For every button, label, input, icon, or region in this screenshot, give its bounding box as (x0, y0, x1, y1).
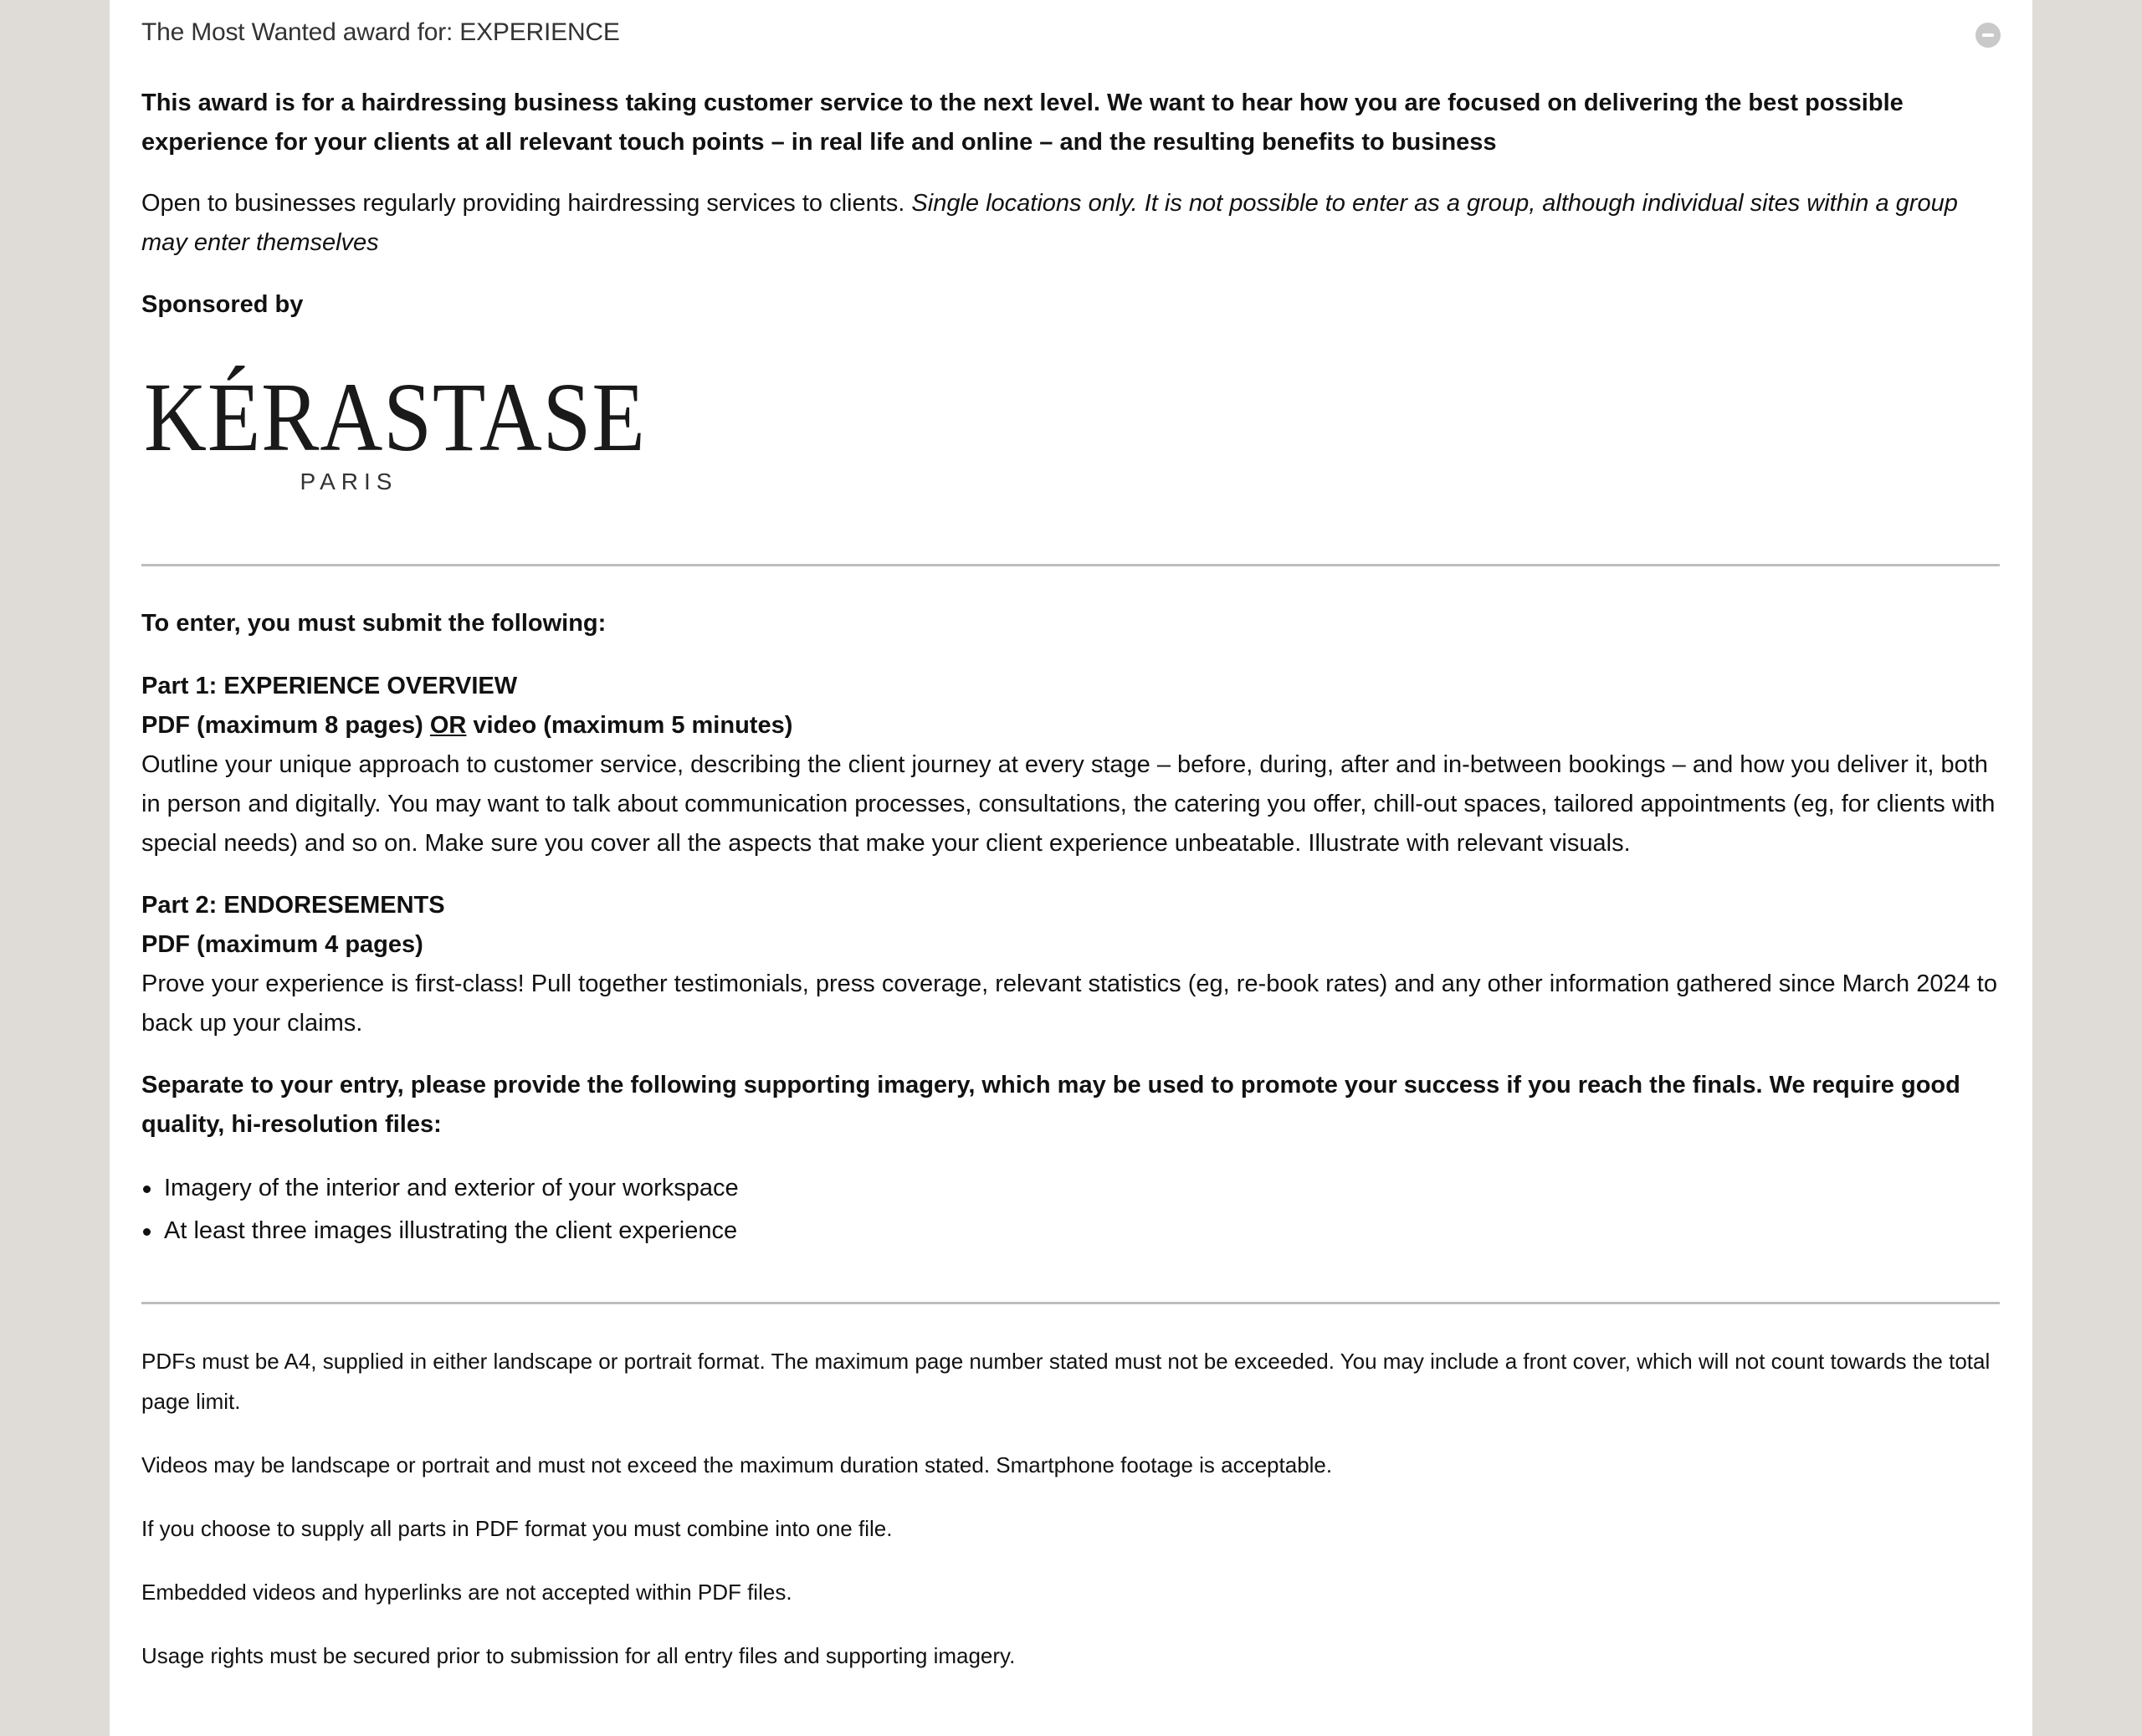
requirements-heading: To enter, you must submit the following: (141, 610, 607, 637)
award-intro: This award is for a hairdressing business taking customer service to the next level. We want to hear how you are focused on delivering the best possible experience for your clients at all relevant touch points – in real life and online – and the resulting benefits to business (141, 90, 1904, 156)
imagery-heading: Separate to your entry, please provide the following supporting imagery, which may be used to promote your success if you reach the finals. We require good quality, hi-resolution files: (141, 1072, 1960, 1138)
divider (141, 1302, 2000, 1304)
minus-circle-icon[interactable] (1975, 23, 2001, 48)
note-combine-pdf: If you choose to supply all parts in PDF format you must combine into one file. (141, 1516, 893, 1541)
part-1-title (141, 667, 2000, 706)
imagery-list (141, 1167, 739, 1252)
note-embedded: Embedded videos and hyperlinks are not accepted within PDF files. (141, 1580, 792, 1605)
award-panel (110, 0, 2032, 1736)
part-2-label: Part 2: (141, 892, 224, 919)
part-1-description: Outline your unique approach to customer service, describing the client journey at every stage – before, during, after and in-between bookings – and how you deliver it, both in person and digitally. You may want to talk about communication processes, consultations, the catering you offer, chill-out spaces, tailored appointments (eg, for clients with special needs) and so on. Make sure you cover all the aspects that make your client experience unbeatable. Illustrate with relevant visuals. (141, 751, 1996, 857)
part-1-label: Part 1: (141, 673, 224, 699)
part-1-format-b: video (maximum 5 minutes) (466, 712, 793, 739)
list-item: Imagery of the interior and exterior of your workspace (141, 1167, 739, 1210)
eligibility-italic: Single locations only. It is not possible to enter as a group, although individual sites within a group may enter themselves (141, 190, 1958, 256)
logo-wordmark: KÉRASTASE (144, 362, 646, 472)
submission-notes (141, 1341, 2000, 1699)
part-2-format: PDF (maximum 4 pages) (141, 931, 423, 958)
part-1-section (141, 667, 2000, 863)
part-1-format-a: PDF (maximum 8 pages) (141, 712, 430, 739)
part-1-format (141, 706, 2000, 745)
part-1-name: EXPERIENCE OVERVIEW (223, 673, 518, 699)
award-header[interactable] (141, 0, 2000, 74)
minus-bar (1982, 33, 1994, 37)
note-video-format: Videos may be landscape or portrait and must not exceed the maximum duration stated. Smartphone footage is acceptable. (141, 1452, 1333, 1477)
eligibility-text (141, 184, 2000, 263)
note-pdf-format: PDFs must be A4, supplied in either landscape or portrait format. The maximum page number stated must not be exceeded. You may include a front cover, which will not count towards the total page limit. (141, 1349, 1991, 1414)
divider (141, 564, 2000, 566)
note-usage-rights: Usage rights must be secured prior to submission for all entry files and supporting imagery. (141, 1643, 1016, 1668)
part-2-name: ENDORESEMENTS (223, 892, 445, 919)
eligibility-plain: Open to businesses regularly providing hairdressing services to clients. (141, 190, 912, 217)
list-item: At least three images illustrating the client experience (141, 1210, 739, 1252)
sponsor-label: Sponsored by (141, 291, 304, 318)
part-1-format-or: OR (429, 712, 467, 739)
part-2-title (141, 886, 2000, 925)
logo-subtitle: PARIS (300, 469, 398, 494)
part-2-section (141, 886, 2000, 1043)
part-2-description: Prove your experience is first-class! Pull together testimonials, press coverage, relevant statistics (eg, re-book rates) and any other information gathered since March 2024 to back up your claims. (141, 970, 1997, 1037)
award-content (141, 0, 2000, 1668)
award-title[interactable]: The Most Wanted award for: EXPERIENCE (141, 18, 620, 46)
sponsor-logo (144, 362, 646, 498)
